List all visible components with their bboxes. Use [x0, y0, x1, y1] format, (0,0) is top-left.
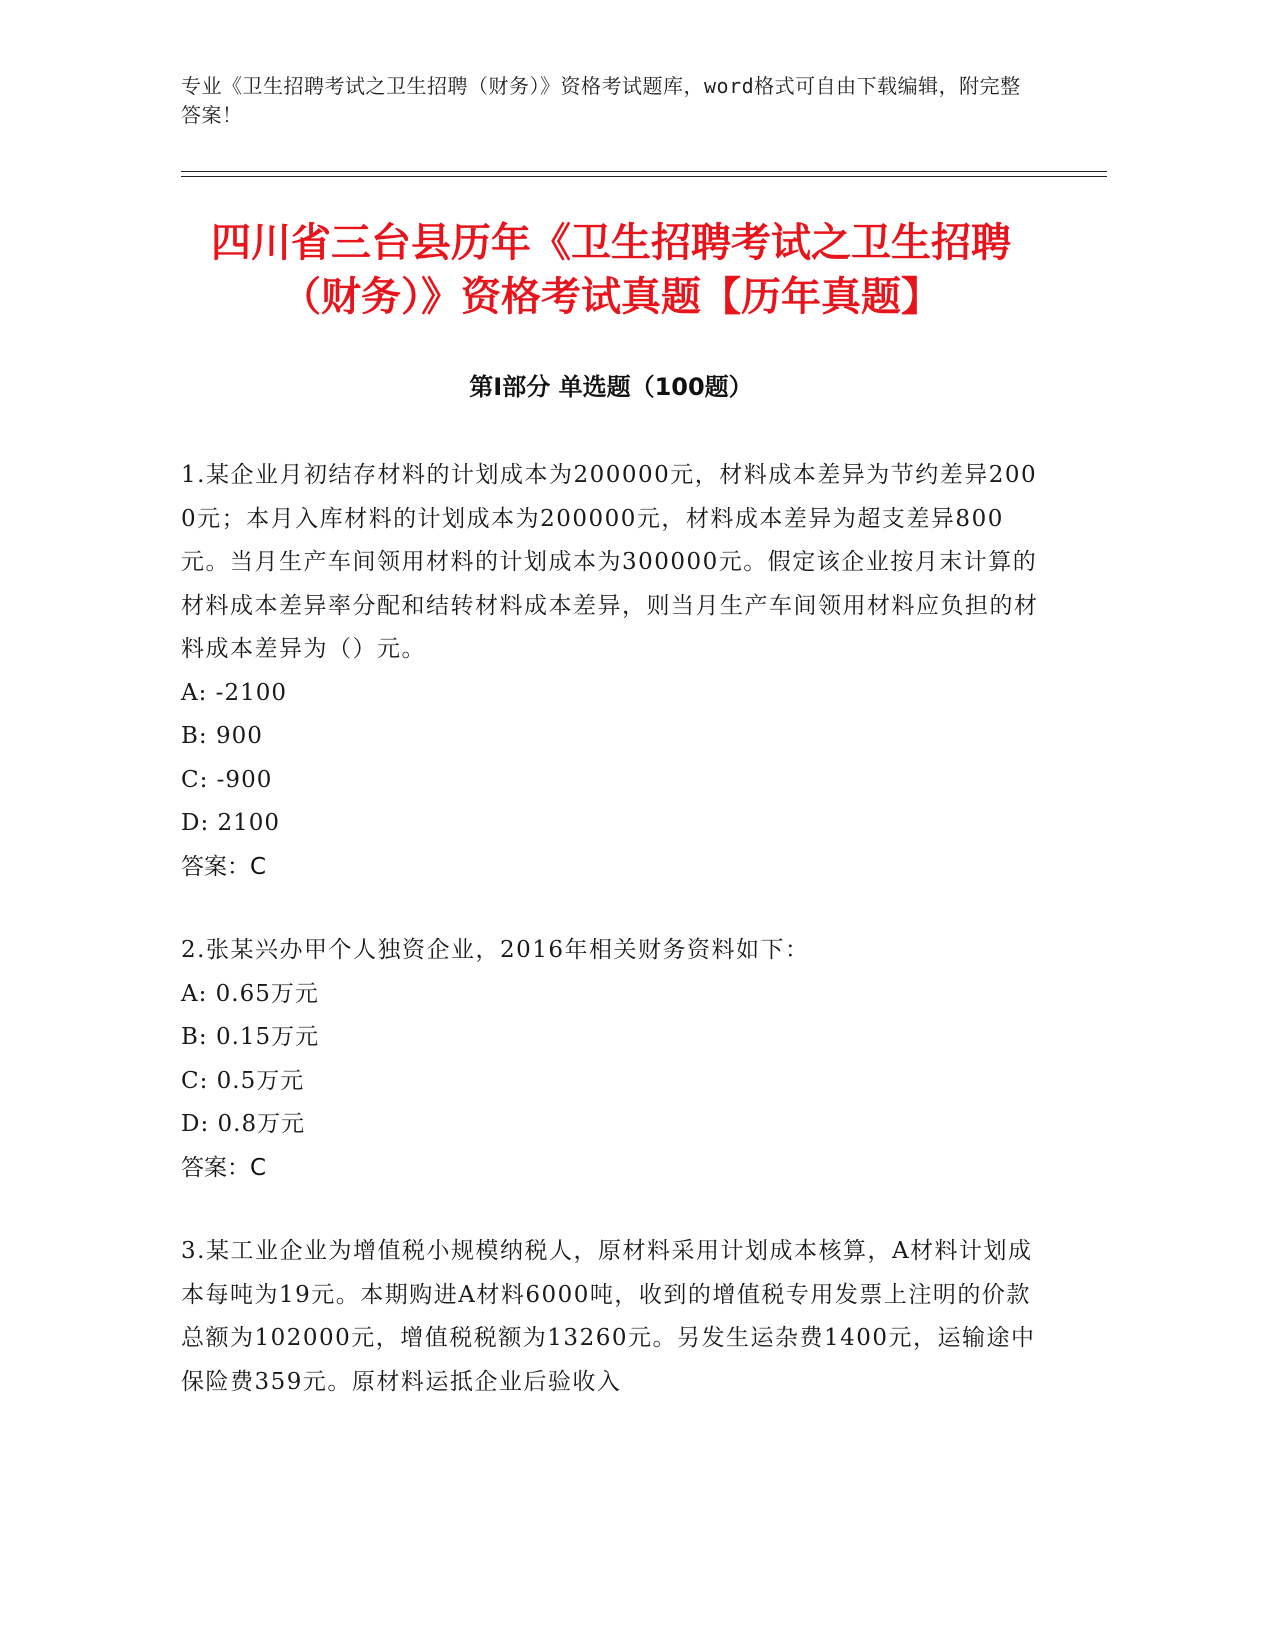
header-divider-thin	[181, 176, 1107, 177]
section-title: 第Ⅰ部分 单选题（100题）	[469, 373, 753, 401]
question-2	[181, 929, 1041, 1190]
option-b: B: 900	[181, 723, 263, 749]
answer-label: 答案：C	[181, 1154, 267, 1181]
option-list	[181, 973, 1041, 1147]
option-list	[181, 672, 1041, 846]
option-b: B: 0.15万元	[181, 1024, 320, 1050]
answer-label: 答案：C	[181, 853, 267, 880]
document-title: 四川省三台县历年《卫生招聘考试之卫生招聘（财务）》资格考试真题【历年真题】	[211, 220, 1011, 320]
option-c: C: -900	[181, 766, 273, 793]
option-a: A: -2100	[181, 679, 287, 706]
option-d: D: 0.8万元	[181, 1111, 306, 1137]
option-a: A: 0.65万元	[181, 980, 319, 1007]
question-stem: 1.某企业月初结存材料的计划成本为200000元，材料成本差异为节约差异2000元；本月入库材料的计划成本为200000元，材料成本差异为超支差异800元。当月生产车间领用材料的计划成本为300000元。假定该企业按月末计算的材料成本差异率分配和结转材料成本差异，则当月生产车间领用材料应负担的材料成本差异为（）元。	[181, 462, 1039, 662]
question-3	[181, 1230, 1041, 1404]
question-list	[181, 454, 1041, 1444]
option-d: D: 2100	[181, 810, 281, 836]
option-c: C: 0.5万元	[181, 1067, 305, 1094]
header-note: 专业《卫生招聘考试之卫生招聘（财务）》资格考试题库，word格式可自由下载编辑，附完整答案！	[181, 74, 1021, 127]
header-divider-thick	[181, 171, 1107, 172]
question-1	[181, 454, 1041, 889]
question-stem: 3.某工业企业为增值税小规模纳税人，原材料采用计划成本核算，A材料计划成本每吨为19元。本期购进A材料6000吨，收到的增值税专用发票上注明的价款总额为102000元，增值税税额为13260元。另发生运杂费1400元，运输途中保险费359元。原材料运抵企业后验收入	[181, 1238, 1036, 1395]
question-stem: 2.张某兴办甲个人独资企业，2016年相关财务资料如下：	[181, 937, 810, 963]
